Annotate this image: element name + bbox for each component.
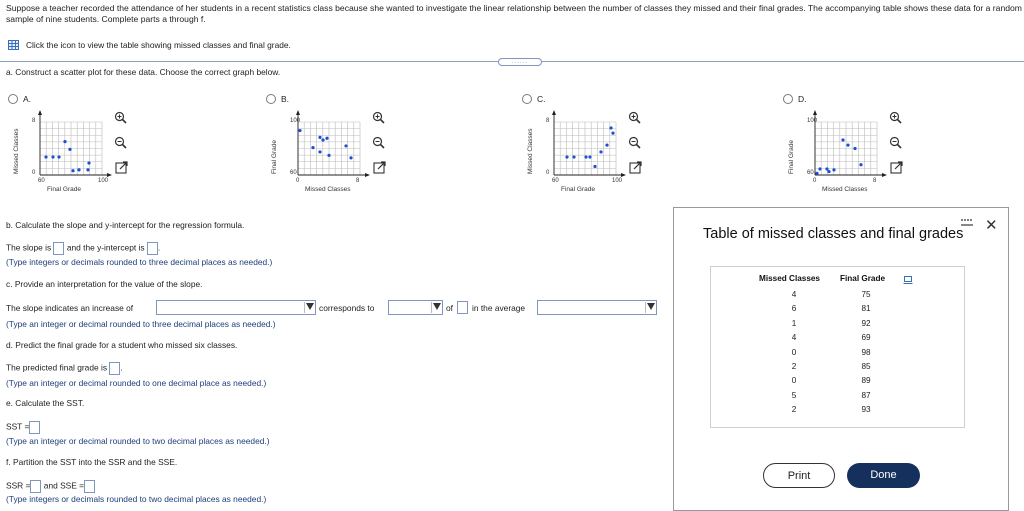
data-point — [68, 148, 71, 151]
data-point — [815, 172, 818, 175]
slope-interp-mid: corresponds to — [319, 303, 375, 313]
missed-classes-cell: 6 — [791, 304, 797, 314]
popout-icon[interactable] — [629, 161, 642, 174]
chevron-down-icon — [306, 303, 314, 310]
part-f-question: f. Partition the SST into the SSR and the SSE. — [6, 457, 178, 467]
increase-select[interactable] — [156, 300, 316, 315]
missed-classes-cell: 0 — [791, 347, 797, 357]
zoom-out-icon[interactable] — [628, 136, 641, 149]
data-point — [77, 168, 80, 171]
done-button[interactable]: Done — [847, 463, 920, 488]
missed-classes-cell: 2 — [791, 362, 797, 371]
part-b-line — [6, 242, 160, 255]
option-letter: D. — [798, 94, 807, 104]
part-b-question: b. Calculate the slope and y-intercept for the regression formula. — [6, 220, 245, 230]
data-point — [609, 126, 612, 129]
chevron-down-icon — [647, 303, 655, 310]
x-axis-label: Missed Classes — [822, 186, 868, 193]
data-point — [599, 150, 602, 153]
prediction-pre-text: The predicted final grade is — [6, 362, 108, 373]
unit-select[interactable] — [388, 300, 443, 315]
data-point — [588, 155, 591, 158]
x-tick-start: 60 — [552, 178, 559, 184]
data-point — [44, 155, 47, 158]
data-table — [710, 266, 965, 428]
final-grade-cell: 81 — [861, 304, 871, 314]
x-tick-end: 8 — [356, 178, 360, 184]
data-point — [327, 154, 330, 157]
col-header-missed: Missed Classes — [759, 274, 820, 283]
missed-classes-cell: 4 — [791, 290, 797, 299]
data-point — [584, 155, 587, 158]
x-axis-label: Final Grade — [561, 186, 595, 193]
zoom-out-icon[interactable] — [889, 136, 902, 149]
sse-input[interactable] — [84, 480, 95, 493]
amount-input[interactable] — [457, 301, 468, 314]
scatter-points — [40, 122, 102, 179]
data-point — [321, 138, 324, 141]
final-grade-cell: 93 — [861, 405, 871, 415]
data-point — [827, 170, 830, 173]
y-tick-bottom: 0 — [32, 170, 36, 176]
table-icon[interactable] — [8, 40, 19, 50]
option-radio[interactable] — [8, 94, 18, 104]
y-tick-top: 100 — [290, 118, 301, 124]
missed-classes-cell: 4 — [791, 333, 797, 343]
x-axis-label: Final Grade — [47, 186, 81, 193]
final-grade-cell: 98 — [861, 347, 871, 357]
missed-classes-cell: 1 — [791, 318, 797, 328]
data-point — [86, 168, 89, 171]
popout-icon[interactable] — [115, 161, 128, 174]
expand-toggle[interactable]: ...... — [498, 58, 542, 66]
popout-icon[interactable] — [890, 161, 903, 174]
intercept-input[interactable] — [147, 242, 161, 255]
data-point — [565, 155, 568, 158]
data-point — [853, 147, 856, 150]
final-grade-cell: 92 — [861, 318, 871, 328]
part-f-hint: (Type integers or decimals rounded to two decimal places as needed.) — [6, 494, 267, 504]
part-e-hint: (Type an integer or decimal rounded to two decimal places as needed.) — [6, 436, 270, 446]
variable-select[interactable] — [537, 300, 657, 315]
slope-interp-pre: The slope indicates an increase of — [6, 303, 134, 313]
scatter-points — [554, 122, 616, 179]
sst-input[interactable] — [29, 421, 40, 434]
data-point — [325, 137, 328, 140]
slope-interp-of: of — [446, 303, 453, 313]
slope-input[interactable] — [53, 242, 64, 255]
option-letter: C. — [537, 94, 546, 104]
final-grade-cell: 87 — [861, 390, 871, 400]
zoom-in-icon[interactable] — [889, 111, 902, 124]
option-letter: B. — [281, 94, 290, 104]
zoom-out-icon[interactable] — [372, 136, 385, 149]
scatter-points — [298, 122, 360, 179]
data-point — [846, 143, 849, 146]
data-point — [51, 155, 54, 158]
data-point — [859, 163, 862, 166]
data-point — [593, 165, 596, 168]
part-d-question: d. Predict the final grade for a student who missed six classes. — [6, 340, 238, 350]
data-point — [71, 169, 74, 172]
missed-classes-cell: 0 — [791, 376, 797, 386]
final-grade-cell: 85 — [861, 362, 871, 371]
y-tick-top: 100 — [807, 118, 818, 124]
final-grade-cell: 69 — [861, 333, 871, 343]
ssr-sse-line — [6, 480, 95, 493]
data-point — [572, 155, 575, 158]
x-axis-label: Missed Classes — [305, 186, 351, 193]
option-radio[interactable] — [266, 94, 276, 104]
y-tick-bottom: 0 — [546, 170, 550, 176]
problem-intro: Suppose a teacher recorded the attendance of her students in a recent statistics class because she wanted to investigate the linear relationship between the number of classes they missed and their final grades. The accompanying table shows these data for a random sample of nine students. Complete parts a through f. — [6, 3, 1022, 24]
chevron-down-icon — [433, 303, 441, 310]
y-tick-top: 8 — [546, 118, 550, 124]
prediction-input[interactable] — [109, 362, 123, 375]
final-grade-cell: 75 — [861, 290, 871, 299]
x-tick-end: 100 — [612, 178, 623, 184]
data-point — [344, 144, 347, 147]
data-point — [832, 168, 835, 171]
slope-mid-text: and the y-intercept is — [66, 242, 145, 253]
data-point — [318, 150, 321, 153]
part-d-hint: (Type an integer or decimal rounded to one decimal place as needed.) — [6, 378, 267, 388]
dialog-title: Table of missed classes and final grades — [703, 226, 964, 242]
zoom-in-icon[interactable] — [628, 111, 641, 124]
x-tick-start: 60 — [38, 178, 45, 184]
y-axis-label: Final Grade — [271, 140, 278, 174]
missed-classes-cell: 5 — [791, 390, 797, 400]
zoom-in-icon[interactable] — [114, 111, 127, 124]
part-e-question: e. Calculate the SST. — [6, 398, 85, 408]
y-tick-bottom: 60 — [807, 170, 814, 176]
slope-end-text: . — [157, 242, 161, 253]
data-point — [818, 167, 821, 170]
data-point — [87, 161, 90, 164]
col-header-grade: Final Grade — [840, 274, 886, 283]
y-axis-label: Final Grade — [788, 140, 795, 174]
data-point — [318, 136, 321, 139]
popout-icon[interactable] — [373, 161, 386, 174]
option-letter: A. — [23, 94, 32, 104]
print-button[interactable]: Print — [763, 463, 835, 488]
data-point — [825, 167, 828, 170]
x-tick-end: 100 — [98, 178, 109, 184]
data-point — [311, 146, 314, 149]
ssr-input[interactable] — [30, 480, 41, 493]
data-point — [298, 129, 301, 132]
sst-line — [6, 421, 40, 434]
close-icon[interactable]: ✕ — [985, 217, 998, 234]
data-point — [605, 143, 608, 146]
part-a-question: a. Construct a scatter plot for these data. Choose the correct graph below. — [6, 67, 281, 77]
prediction-end-text: . — [120, 362, 123, 373]
option-radio[interactable] — [522, 94, 532, 104]
missed-classes-cell: 2 — [791, 405, 797, 415]
ssr-label: SSR = — [6, 480, 31, 491]
data-point — [841, 138, 844, 141]
zoom-in-icon[interactable] — [372, 111, 385, 124]
x-tick-start: 0 — [813, 178, 817, 184]
table-icon-link[interactable]: Click the icon to view the table showing missed classes and final grade. — [26, 40, 291, 50]
y-tick-top: 8 — [32, 118, 36, 124]
part-d-line — [6, 362, 123, 375]
copy-icon[interactable] — [903, 276, 913, 284]
y-axis-label: Missed Classes — [13, 128, 20, 174]
slope-interp-avg: in the average — [472, 303, 526, 313]
x-tick-end: 8 — [873, 178, 877, 184]
part-c-question: c. Provide an interpretation for the value of the slope. — [6, 279, 203, 289]
data-point — [611, 132, 614, 135]
sse-label: and SSE = — [43, 480, 85, 491]
y-axis-label: Missed Classes — [527, 128, 534, 174]
slope-pre-text: The slope is — [6, 242, 52, 253]
zoom-out-icon[interactable] — [114, 136, 127, 149]
y-tick-bottom: 60 — [290, 170, 297, 176]
scatter-points — [815, 122, 877, 179]
sst-label: SST = — [6, 421, 30, 432]
option-radio[interactable] — [783, 94, 793, 104]
data-point — [63, 140, 66, 143]
part-c-hint: (Type an integer or decimal rounded to three decimal places as needed.) — [6, 319, 276, 329]
data-point — [57, 155, 60, 158]
final-grade-cell: 89 — [861, 376, 871, 386]
x-tick-start: 0 — [296, 178, 300, 184]
part-b-hint: (Type integers or decimals rounded to three decimal places as needed.) — [6, 257, 273, 267]
data-point — [349, 156, 352, 159]
